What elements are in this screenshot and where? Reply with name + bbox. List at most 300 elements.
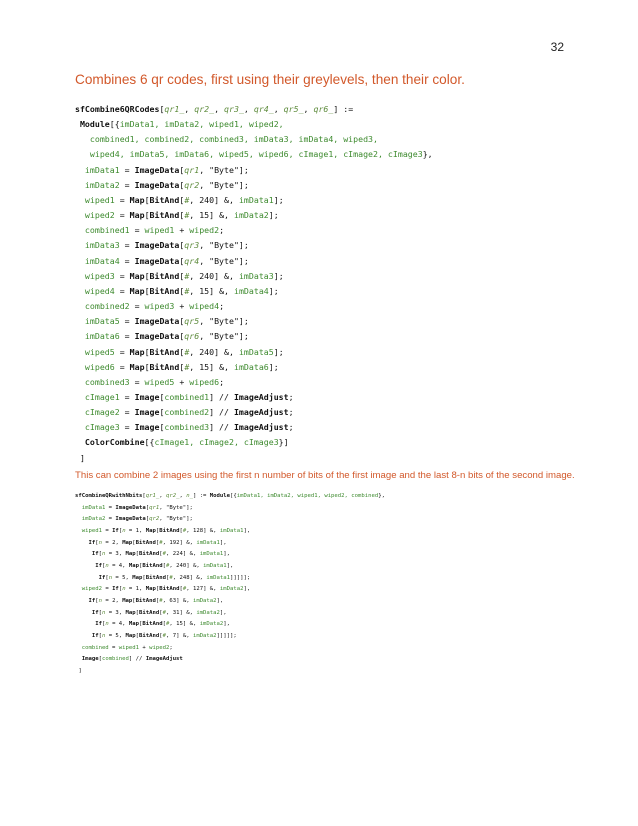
code-token: [	[179, 527, 183, 534]
code-token: [	[132, 597, 136, 604]
code-line	[75, 132, 433, 147]
code-token: If	[112, 527, 119, 534]
code-token: , "Byte"];	[199, 240, 249, 251]
code-token: Map	[129, 194, 145, 205]
code-token: Map	[122, 539, 133, 546]
code-token: ;	[169, 644, 173, 651]
code-token: ,	[179, 493, 187, 499]
code-token: wiped1	[75, 194, 115, 205]
code-token: #	[182, 586, 187, 593]
code-token: imData2	[75, 516, 106, 523]
code-token: , 224] &,	[166, 551, 200, 558]
code-token: ]	[75, 667, 82, 674]
code-line	[75, 631, 385, 643]
code-token: n	[101, 551, 106, 558]
code-token: =	[108, 644, 119, 651]
code-token: =	[119, 179, 135, 190]
code-token: [	[98, 656, 102, 663]
code-token: [	[98, 609, 102, 616]
code-token: , 128] &,	[186, 527, 220, 534]
code-block-combine-n-bits	[75, 491, 385, 678]
code-token: [	[139, 562, 143, 569]
code-token: #	[184, 270, 190, 281]
code-line	[75, 102, 433, 117]
code-token: , "Byte"];	[159, 504, 193, 511]
code-token: =	[105, 504, 116, 511]
code-token: imData3	[75, 240, 120, 251]
code-token: ImageData	[134, 255, 180, 266]
code-token: [	[159, 551, 163, 558]
code-token: [	[179, 285, 185, 296]
code-token: combined1	[75, 225, 130, 236]
code-token: ,	[159, 493, 166, 499]
code-token: #	[169, 574, 173, 581]
code-token: If	[75, 621, 102, 628]
code-token: },	[422, 149, 433, 160]
code-token: ];	[273, 194, 284, 205]
code-token: imData1	[75, 164, 120, 175]
code-token: If	[75, 551, 99, 558]
code-token: Map	[145, 527, 156, 534]
code-token: #	[182, 527, 187, 534]
code-token: [	[179, 346, 185, 357]
code-token: BitAnd	[149, 361, 180, 372]
code-token: wiped2	[75, 210, 115, 221]
code-token: imData4	[233, 285, 269, 296]
code-token: qr2_	[194, 104, 215, 114]
code-token: combined2	[164, 407, 210, 418]
code-token: qr4_	[253, 104, 274, 114]
code-token: =	[101, 586, 113, 593]
code-token: [	[162, 562, 166, 569]
code-token: n	[98, 539, 102, 546]
code-token: Map	[145, 586, 156, 593]
code-token: imData2	[196, 609, 220, 616]
code-token: +	[139, 644, 150, 651]
code-token: [	[159, 104, 165, 114]
code-token: ],	[216, 597, 224, 604]
code-line	[75, 163, 433, 178]
code-token: ImageData	[134, 179, 180, 190]
code-token: [	[155, 527, 160, 534]
code-token: , "Byte"];	[199, 179, 249, 190]
code-line	[75, 390, 433, 405]
code-token: ];	[273, 270, 284, 281]
code-token: ImageData	[134, 316, 180, 327]
code-token: ImageData	[134, 164, 180, 175]
code-token: cImage2	[75, 407, 120, 418]
code-token: BitAnd	[159, 527, 180, 534]
code-token: [	[155, 586, 160, 593]
code-line	[75, 538, 385, 550]
code-token: Map	[128, 562, 140, 569]
code-token: ImageAdjust	[145, 656, 183, 663]
code-token: BitAnd	[142, 562, 163, 569]
code-line	[75, 596, 385, 608]
code-token: ]]]]];	[230, 574, 251, 581]
code-token: #	[162, 609, 166, 616]
code-token: qr3	[184, 240, 200, 251]
code-token: =	[114, 210, 130, 221]
code-token: BitAnd	[139, 551, 160, 558]
code-token: ]]]]];	[216, 632, 237, 639]
code-token: ColorCombine	[75, 437, 145, 448]
code-token: imData3	[238, 270, 274, 281]
code-token: ;	[219, 225, 225, 236]
code-token: = 2,	[101, 539, 123, 546]
code-token: qr1	[149, 504, 160, 511]
code-token: imData6	[233, 361, 269, 372]
code-token: [	[155, 597, 160, 604]
code-token: wiped4	[189, 301, 220, 312]
code-token: wiped5	[144, 376, 175, 387]
code-token: = 3,	[105, 551, 126, 558]
code-token: ;	[288, 391, 294, 402]
code-token: [	[179, 586, 183, 593]
code-token: cImage1	[75, 391, 120, 402]
code-token: #	[166, 621, 170, 628]
code-token: ] //	[209, 422, 234, 433]
code-line	[75, 117, 433, 132]
code-token: imData1	[75, 504, 106, 511]
code-token: qr2	[184, 179, 200, 190]
code-token: imData1	[206, 574, 230, 581]
code-token: qr1_	[145, 493, 160, 499]
code-token: [	[144, 285, 150, 296]
code-token: ImageAdjust	[233, 407, 289, 418]
code-line	[75, 435, 433, 450]
code-token: [{	[144, 437, 155, 448]
code-token: Image	[134, 391, 160, 402]
code-token: =	[119, 407, 135, 418]
page-number: 32	[550, 40, 564, 54]
code-token: ] :=	[192, 493, 210, 499]
code-token: =	[129, 225, 145, 236]
code-token: If	[75, 539, 96, 546]
code-line	[75, 503, 385, 515]
code-token: ImageAdjust	[233, 391, 289, 402]
code-token: [	[139, 621, 143, 628]
code-token: ];	[268, 361, 279, 372]
code-token: =	[119, 422, 135, 433]
code-token: =	[114, 270, 130, 281]
code-line	[75, 573, 385, 585]
code-token: ImageData	[134, 240, 180, 251]
code-line	[75, 269, 433, 284]
code-token: wiped4	[75, 285, 115, 296]
code-line	[75, 223, 433, 238]
code-token: combined	[75, 644, 109, 651]
code-token: qr6_	[313, 104, 334, 114]
code-token: =	[129, 301, 145, 312]
code-token: [	[98, 551, 102, 558]
code-token: =	[119, 331, 135, 342]
code-token: [	[95, 539, 99, 546]
code-token: = 4,	[108, 621, 129, 628]
code-token: =	[119, 391, 135, 402]
code-token: , 7] &,	[166, 632, 193, 639]
code-token: combined	[101, 656, 129, 663]
code-token: = 5,	[105, 632, 126, 639]
code-token: , 240] &,	[189, 194, 239, 205]
code-line	[75, 299, 433, 314]
code-token: [	[101, 562, 106, 569]
code-token: [	[135, 632, 140, 639]
code-token: imData5	[238, 346, 274, 357]
code-token: BitAnd	[142, 621, 163, 628]
code-token: [	[95, 597, 99, 604]
code-line	[75, 193, 433, 208]
code-token: #	[159, 597, 163, 604]
code-line	[75, 549, 385, 561]
code-token: ,	[273, 104, 284, 114]
code-token: combined2	[75, 301, 130, 312]
code-line	[75, 654, 385, 666]
code-token: combined3	[75, 376, 130, 387]
code-token: [	[145, 516, 150, 523]
code-token: [	[101, 621, 106, 628]
code-token: Image	[134, 407, 160, 418]
code-token: [	[142, 574, 146, 581]
code-token: ] //	[209, 391, 234, 402]
code-token: n	[105, 621, 109, 628]
code-token: n_	[186, 493, 193, 499]
code-token: Map	[129, 361, 145, 372]
code-token: [	[159, 391, 165, 402]
code-token: imData2	[233, 210, 269, 221]
code-token: , 240] &,	[189, 346, 239, 357]
code-token: , 63] &,	[162, 597, 193, 604]
code-token: Map	[122, 597, 133, 604]
code-token: , 192] &,	[162, 539, 197, 546]
code-token: ],	[223, 551, 231, 558]
code-token: wiped6	[189, 376, 220, 387]
code-token: #	[184, 210, 190, 221]
code-token: Map	[129, 346, 145, 357]
code-token: , 15] &,	[189, 210, 234, 221]
code-line	[75, 561, 385, 573]
code-token: imData1	[219, 527, 244, 534]
code-token: combined3	[164, 422, 210, 433]
code-token: = 2,	[101, 597, 123, 604]
code-line	[75, 619, 385, 631]
code-token: = 3,	[105, 609, 126, 616]
code-token: qr1_	[164, 104, 185, 114]
code-token: qr4	[184, 255, 200, 266]
code-token: #	[184, 285, 190, 296]
code-token: imData2	[219, 586, 244, 593]
code-token: wiped4, imData5, imData6, wiped5, wiped6, cImage1, cImage2, cImage3	[75, 149, 423, 160]
code-token: ] :=	[333, 104, 354, 114]
code-token: =	[129, 376, 145, 387]
code-token: cImage1, cImage2, cImage3	[154, 437, 279, 448]
code-token: #	[162, 551, 166, 558]
code-token: ;	[288, 407, 294, 418]
code-token: [	[179, 210, 185, 221]
code-token: Image	[75, 656, 99, 663]
code-token: ],	[243, 586, 251, 593]
code-token: qr1	[184, 164, 200, 175]
code-token: wiped1	[118, 644, 140, 651]
code-token: n	[98, 597, 102, 604]
code-token: BitAnd	[135, 597, 156, 604]
code-line	[75, 375, 433, 390]
code-token: imData1	[203, 562, 227, 569]
code-token: Map	[125, 609, 136, 616]
code-token: n	[105, 562, 109, 569]
code-token: [	[159, 609, 163, 616]
code-token: Map	[125, 551, 136, 558]
code-token: +	[174, 376, 190, 387]
code-token: Map	[129, 285, 145, 296]
code-token: Map	[129, 210, 145, 221]
code-token: #	[184, 361, 190, 372]
code-token: [	[179, 164, 185, 175]
code-token: ;	[219, 376, 225, 387]
code-line	[75, 405, 433, 420]
code-token: combined1, combined2, combined3, imData3, imData4, wiped3,	[75, 134, 378, 145]
code-token: [	[98, 632, 102, 639]
code-token: , 240] &,	[189, 270, 239, 281]
code-token: [	[179, 179, 185, 190]
code-token: imData2	[192, 597, 217, 604]
code-token: If	[75, 609, 99, 616]
code-token: BitAnd	[149, 194, 180, 205]
code-token: [	[179, 270, 185, 281]
code-token: n	[108, 574, 113, 581]
code-token: #	[159, 539, 163, 546]
code-token: [	[179, 316, 185, 327]
code-token: Image	[134, 422, 160, 433]
code-token: ],	[223, 621, 231, 628]
code-token: cImage3	[75, 422, 120, 433]
code-token: sfCombine6QRCodes	[75, 104, 160, 114]
code-token: = 1,	[125, 527, 146, 534]
code-token: #	[162, 632, 166, 639]
code-token: ] //	[128, 656, 146, 663]
code-token: [	[144, 361, 150, 372]
code-token: [	[155, 539, 160, 546]
code-token: BitAnd	[149, 346, 180, 357]
code-line	[75, 420, 433, 435]
code-line	[75, 147, 433, 162]
code-token: [	[144, 270, 150, 281]
code-token: , "Byte"];	[199, 331, 249, 342]
code-line	[75, 284, 433, 299]
code-token: [{	[230, 493, 237, 499]
code-token: Map	[129, 270, 145, 281]
code-token: , 15] &,	[189, 285, 234, 296]
code-token: qr5	[184, 316, 200, 327]
code-token: , "Byte"];	[199, 164, 249, 175]
code-token: Map	[125, 632, 136, 639]
code-token: = 5,	[112, 574, 133, 581]
code-token: BitAnd	[159, 586, 180, 593]
code-token: #	[184, 194, 190, 205]
code-line	[75, 329, 433, 344]
code-token: ];	[268, 285, 279, 296]
code-token: , 15] &,	[189, 361, 234, 372]
code-token: ,	[303, 104, 314, 114]
code-token: =	[114, 285, 130, 296]
code-block-combine-6-qr	[75, 102, 433, 466]
code-token: [	[145, 504, 150, 511]
code-token: Map	[128, 621, 140, 628]
code-line	[75, 314, 433, 329]
code-token: =	[101, 527, 113, 534]
code-token: ,	[214, 104, 225, 114]
code-token: , 31] &,	[166, 609, 197, 616]
code-token: wiped2	[189, 225, 220, 236]
code-token: [	[179, 194, 185, 205]
code-token: , 15] &,	[169, 621, 200, 628]
code-token: [	[162, 621, 166, 628]
code-token: =	[119, 255, 135, 266]
code-token: = 4,	[108, 562, 129, 569]
code-token: wiped6	[75, 361, 115, 372]
code-token: [	[144, 346, 150, 357]
code-token: ] //	[209, 407, 234, 418]
code-line	[75, 514, 385, 526]
code-token: imData1, imData2, wiped1, wiped2, combined	[236, 493, 379, 499]
code-token: [	[159, 632, 163, 639]
code-token: [	[179, 255, 185, 266]
code-token: =	[119, 316, 135, 327]
code-token: BitAnd	[139, 632, 160, 639]
code-line	[75, 666, 385, 678]
code-token: =	[114, 194, 130, 205]
code-line	[75, 608, 385, 620]
code-token: BitAnd	[135, 539, 156, 546]
code-token: [	[179, 240, 185, 251]
code-token: wiped5	[75, 346, 115, 357]
code-token: ],	[243, 527, 251, 534]
code-token: +	[174, 225, 190, 236]
code-token: },	[378, 493, 385, 499]
code-token: , "Byte"];	[159, 516, 193, 523]
code-token: ];	[273, 346, 284, 357]
code-token: ,	[184, 104, 195, 114]
code-token: imData4	[75, 255, 120, 266]
code-token: ImageData	[115, 504, 146, 511]
code-token: Map	[132, 574, 143, 581]
code-token: [	[135, 609, 140, 616]
code-token: #	[184, 346, 190, 357]
code-token: =	[119, 164, 135, 175]
code-token: ImageData	[115, 516, 146, 523]
code-token: ;	[219, 301, 225, 312]
code-token: If	[75, 562, 102, 569]
code-token: BitAnd	[149, 210, 180, 221]
code-line	[75, 254, 433, 269]
code-token: n	[122, 586, 126, 593]
code-token: wiped2	[149, 644, 170, 651]
code-token: n	[101, 609, 106, 616]
code-token: If	[75, 574, 106, 581]
code-token: qr6	[184, 331, 200, 342]
code-line	[75, 451, 433, 466]
code-token: [	[144, 194, 150, 205]
code-token: [	[118, 527, 123, 534]
code-token: ,	[243, 104, 254, 114]
code-token: wiped1	[144, 225, 175, 236]
code-token: [	[159, 422, 165, 433]
code-token: imData2	[192, 632, 217, 639]
code-token: n	[122, 527, 126, 534]
code-token: =	[105, 516, 116, 523]
code-token: BitAnd	[149, 270, 180, 281]
code-token: ],	[219, 539, 227, 546]
